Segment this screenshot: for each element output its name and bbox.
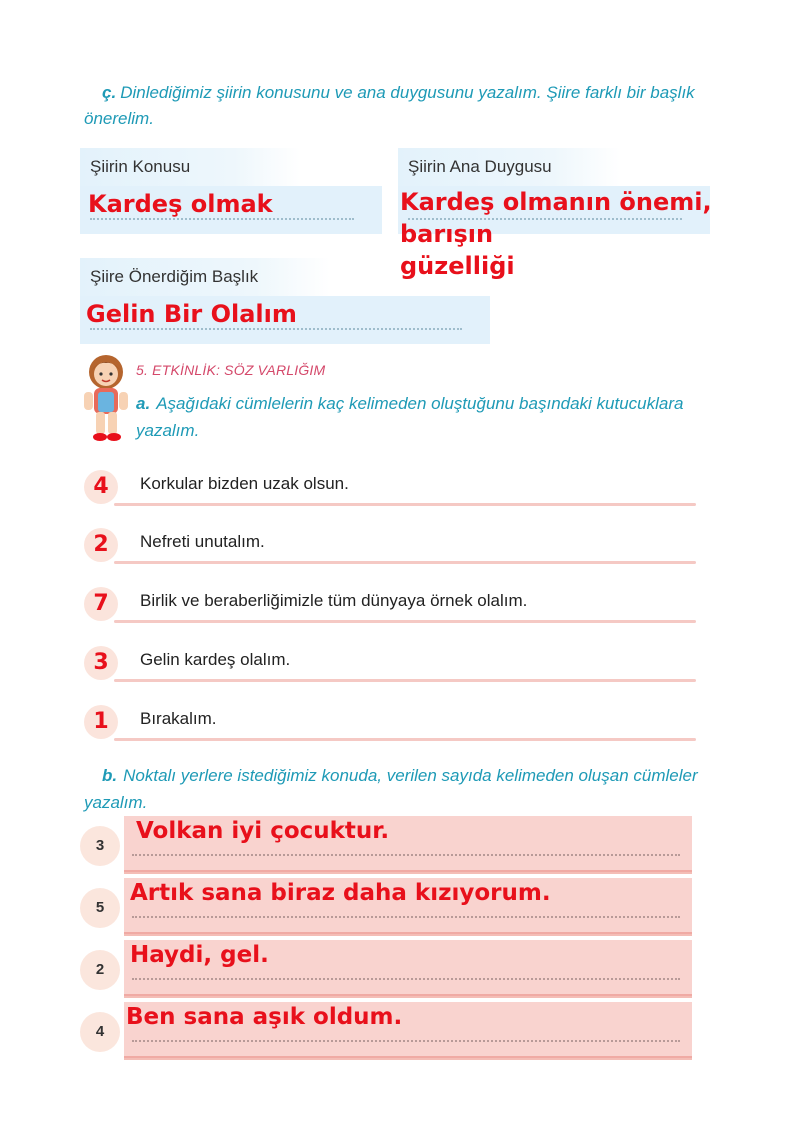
topic-answer: Kardeş olmak — [88, 190, 273, 218]
emotion-answer — [400, 186, 780, 282]
sentence-row — [84, 701, 696, 741]
sentence-row — [84, 466, 696, 506]
write-dots — [132, 854, 680, 856]
sentence-row — [84, 642, 696, 682]
question-b-letter: b. — [102, 766, 118, 785]
row-underline — [114, 738, 696, 741]
question-c-text: Dinlediğimiz şiirin konusunu ve ana duygusunu yazalım. Şiire farklı bir başlık önerelim. — [84, 83, 695, 128]
activity-a-instruction — [136, 390, 706, 444]
written-sentence-row — [80, 816, 692, 872]
word-count-badge: 4 — [80, 1012, 120, 1052]
sentence-text: Birlik ve beraberliğimizle tüm dünyaya örnek olalım. — [140, 591, 528, 610]
word-count-box[interactable]: 1 — [84, 705, 118, 739]
question-c — [84, 80, 724, 132]
word-count-box[interactable]: 4 — [84, 470, 118, 504]
write-dots — [132, 916, 680, 918]
sentence-row — [84, 524, 696, 564]
question-b — [84, 762, 724, 816]
written-answer: Artık sana biraz daha kızıyorum. — [130, 880, 551, 906]
write-dots — [132, 978, 680, 980]
written-sentence-row — [80, 1002, 692, 1058]
activity-title: 5. ETKİNLİK: SÖZ VARLIĞIM — [136, 362, 326, 378]
row-underline — [114, 620, 696, 623]
topic-label: Şiirin Konusu — [80, 148, 300, 186]
word-count-badge: 3 — [80, 826, 120, 866]
row-underline — [114, 679, 696, 682]
word-count-badge: 5 — [80, 888, 120, 928]
row-underline — [114, 503, 696, 506]
question-b-text: Noktalı yerlere istediğimiz konuda, verilen sayıda kelimeden oluşan cümleler yazalım. — [84, 766, 698, 812]
written-sentence-row — [80, 878, 692, 934]
sentence-text: Gelin kardeş olalım. — [140, 650, 291, 669]
emotion-answer-line1: Kardeş olmanın önemi, barışın — [400, 188, 712, 248]
title-answer: Gelin Bir Olalım — [86, 300, 297, 328]
sentence-text: Bırakalım. — [140, 709, 217, 728]
word-count-box[interactable]: 2 — [84, 528, 118, 562]
emotion-answer-line2: güzelliği — [400, 252, 515, 280]
write-dots — [132, 1040, 680, 1042]
word-count-badge: 2 — [80, 950, 120, 990]
word-count-box[interactable]: 7 — [84, 587, 118, 621]
written-sentence-row — [80, 940, 692, 996]
girl-illustration-icon — [78, 352, 134, 444]
sentence-text: Nefreti unutalım. — [140, 532, 265, 551]
row-underline — [114, 561, 696, 564]
sentence-row — [84, 583, 696, 623]
written-answer: Haydi, gel. — [130, 942, 269, 968]
written-answer: Ben sana aşık oldum. — [126, 1004, 403, 1030]
sentence-text: Korkular bizden uzak olsun. — [140, 474, 349, 493]
title-label: Şiire Önerdiğim Başlık — [80, 258, 330, 296]
word-count-box[interactable]: 3 — [84, 646, 118, 680]
question-c-letter: ç. — [102, 83, 117, 102]
activity-a-letter: a. — [136, 394, 151, 413]
written-answer: Volkan iyi çocuktur. — [136, 818, 390, 844]
activity-a-text: Aşağıdaki cümlelerin kaç kelimeden oluştuğunu başındaki kutucuklara yazalım. — [136, 394, 684, 440]
emotion-label: Şiirin Ana Duygusu — [398, 148, 620, 186]
